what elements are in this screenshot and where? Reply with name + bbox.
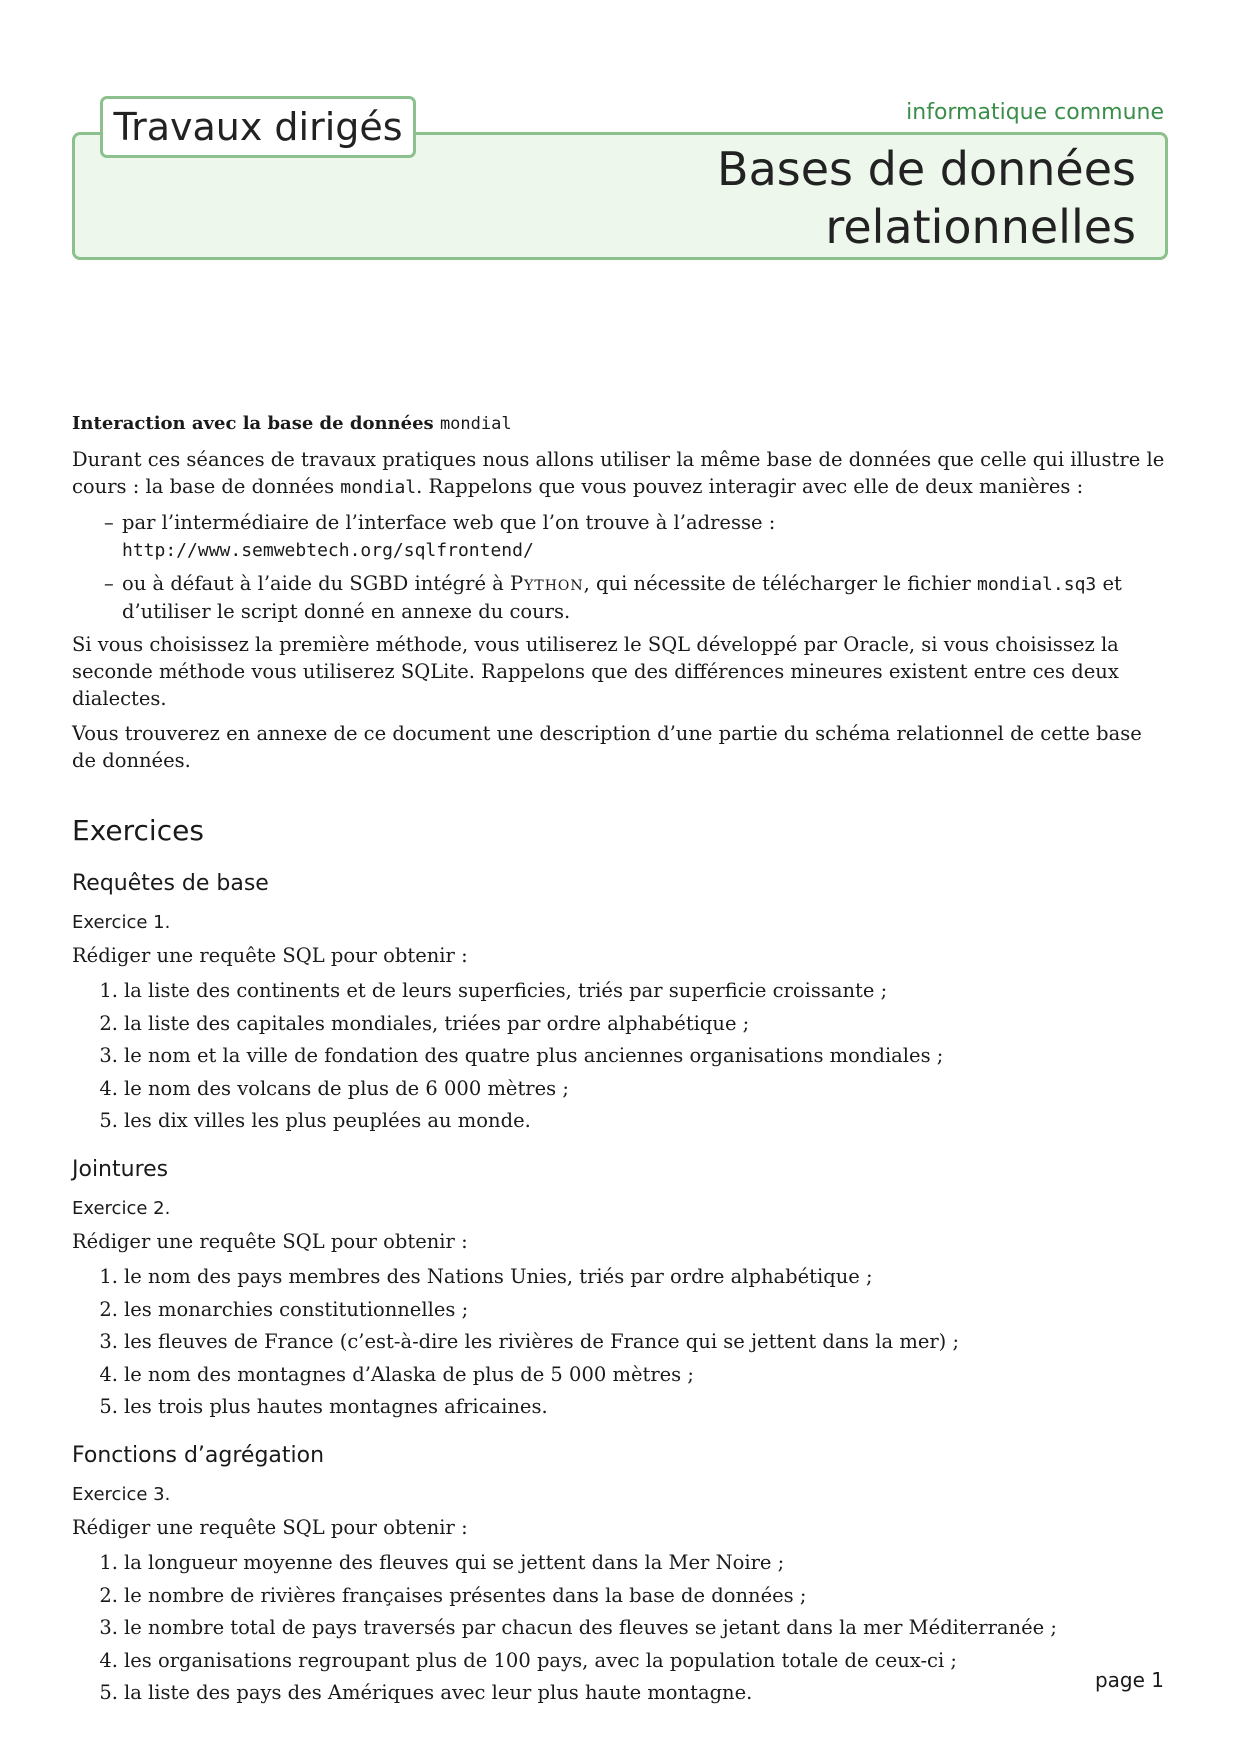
list-item [72, 1679, 1172, 1706]
list-item [72, 977, 1172, 1004]
item-text: les fleuves de France (c’est-à-dire les rivières de France qui se jettent dans la mer) ; [124, 1330, 960, 1353]
access-methods-list [72, 509, 1172, 625]
document-title-line2: relationnelles [825, 200, 1136, 254]
bullet2-text-end: et d’utiliser le script donné en annexe du cours. [122, 572, 1122, 623]
exercise-1-list [72, 977, 1172, 1134]
item-number: 1. [99, 979, 118, 1002]
subsection-title: Jointures [72, 1157, 169, 1182]
main-content [72, 410, 1172, 1714]
list-item [72, 509, 1172, 564]
item-text: la liste des pays des Amériques avec leur plus haute montagne. [124, 1681, 753, 1704]
list-item [72, 1328, 1172, 1355]
item-text: la liste des continents et de leurs superficies, triés par superficie croissante ; [124, 979, 888, 1002]
item-number: 2. [99, 1011, 118, 1035]
sqlfrontend-url: http://www.semwebtech.org/sqlfrontend/ [122, 540, 534, 561]
intro-paragraph-2: Si vous choisissez la première méthode, vous utiliserez le SQL développé par Oracle, si vous choisissez la seconde méthode vous utiliserez SQLite. Rappelons que des différences mineures existent entre ces deux dialectes. [72, 633, 1119, 710]
exercise-intro: Rédiger une requête SQL pour obtenir : [72, 1516, 468, 1539]
intro-p1-text: Durant ces séances de travaux pratiques nous allons utiliser la même base de données que celle qui illustre le cours : la base de données [72, 448, 1165, 498]
exercise-label: Exercice 3. [72, 1484, 171, 1505]
intro-p1-text-end: . Rappelons que vous pouvez interagir avec elle de deux manières : [416, 475, 1084, 498]
item-number: 3. [99, 1616, 118, 1639]
item-text: le nom des pays membres des Nations Unies, triés par ordre alphabétique ; [124, 1265, 873, 1288]
intro-paragraph-1 [72, 446, 1172, 501]
document-title-line1: Bases de données [717, 142, 1136, 196]
list-item [72, 1361, 1172, 1388]
item-text: les organisations regroupant plus de 100 pays, avec la population totale de ceux-ci ; [124, 1648, 957, 1672]
intro-p1-code: mondial [340, 477, 417, 498]
item-number: 5. [99, 1395, 118, 1418]
subsection-title: Requêtes de base [72, 871, 269, 896]
item-text: le nom des montagnes d’Alaska de plus de 5 000 mètres ; [124, 1362, 694, 1386]
item-text: le nombre de rivières françaises présentes dans la base de données ; [124, 1583, 807, 1607]
item-number: 3. [99, 1044, 118, 1067]
item-text: le nombre total de pays traversés par chacun des fleuves se jetant dans la mer Méditerranée ; [124, 1616, 1057, 1639]
list-item [72, 1582, 1172, 1609]
item-number: 1. [99, 1265, 118, 1288]
bullet1-text: par l’intermédiaire de l’interface web que l’on trouve à l’adresse : [122, 511, 776, 534]
exercises-heading: Exercices [72, 814, 204, 847]
item-number: 4. [99, 1648, 118, 1672]
list-item [72, 1107, 1172, 1134]
item-text: les trois plus hautes montagnes africaines. [124, 1395, 548, 1418]
item-text: la longueur moyenne des fleuves qui se jettent dans la Mer Noire ; [124, 1551, 785, 1574]
item-text: les dix villes les plus peuplées au monde. [124, 1109, 531, 1132]
list-item [72, 1075, 1172, 1102]
python-name: Python [510, 572, 584, 595]
list-item [72, 1296, 1172, 1323]
item-number: 3. [99, 1330, 118, 1353]
exercise-3-list [72, 1549, 1172, 1706]
exercise-label: Exercice 2. [72, 1198, 171, 1219]
item-text: les monarchies constitutionnelles ; [124, 1297, 469, 1321]
intro-title-code: mondial [439, 414, 512, 434]
item-text: la liste des capitales mondiales, triées par ordre alphabétique ; [124, 1011, 750, 1035]
item-number: 4. [99, 1362, 118, 1386]
item-number: 5. [99, 1109, 118, 1132]
intro-title-text: Interaction avec la base de données [72, 413, 440, 434]
page-number: page 1 [1094, 1668, 1164, 1692]
list-item [72, 1393, 1172, 1420]
subsection-title: Fonctions d’agrégation [72, 1443, 325, 1468]
course-label: informatique commune [906, 100, 1164, 125]
item-text: le nom et la ville de fondation des quatre plus anciennes organisations mondiales ; [124, 1044, 944, 1067]
database-file-name: mondial.sq3 [977, 574, 1097, 595]
exercise-2-list [72, 1263, 1172, 1420]
item-number: 1. [99, 1551, 118, 1574]
bullet2-text: ou à défaut à l’aide du SGBD intégré à [122, 572, 511, 595]
exercise-intro: Rédiger une requête SQL pour obtenir : [72, 944, 468, 967]
item-number: 2. [99, 1297, 118, 1321]
list-item [72, 1010, 1172, 1037]
item-number: 4. [99, 1076, 118, 1100]
exercise-intro: Rédiger une requête SQL pour obtenir : [72, 1230, 468, 1253]
document-type-tab: Travaux dirigés [100, 96, 416, 158]
bullet2-text-mid: , qui nécessite de télécharger le fichier [583, 572, 978, 595]
exercise-label: Exercice 1. [72, 912, 171, 933]
list-item [72, 1614, 1172, 1641]
list-item [72, 1549, 1172, 1576]
list-item [72, 1647, 1172, 1674]
intro-paragraph-3: Vous trouverez en annexe de ce document une description d’une partie du schéma relationnel de cette base de données. [72, 722, 1142, 772]
item-number: 2. [99, 1583, 118, 1607]
item-text: le nom des volcans de plus de 6 000 mètres ; [124, 1076, 569, 1100]
list-item [72, 1263, 1172, 1290]
intro-title [72, 410, 1172, 438]
item-number: 5. [99, 1681, 118, 1704]
list-item [72, 570, 1172, 625]
document-title [717, 140, 1136, 256]
list-item [72, 1042, 1172, 1069]
